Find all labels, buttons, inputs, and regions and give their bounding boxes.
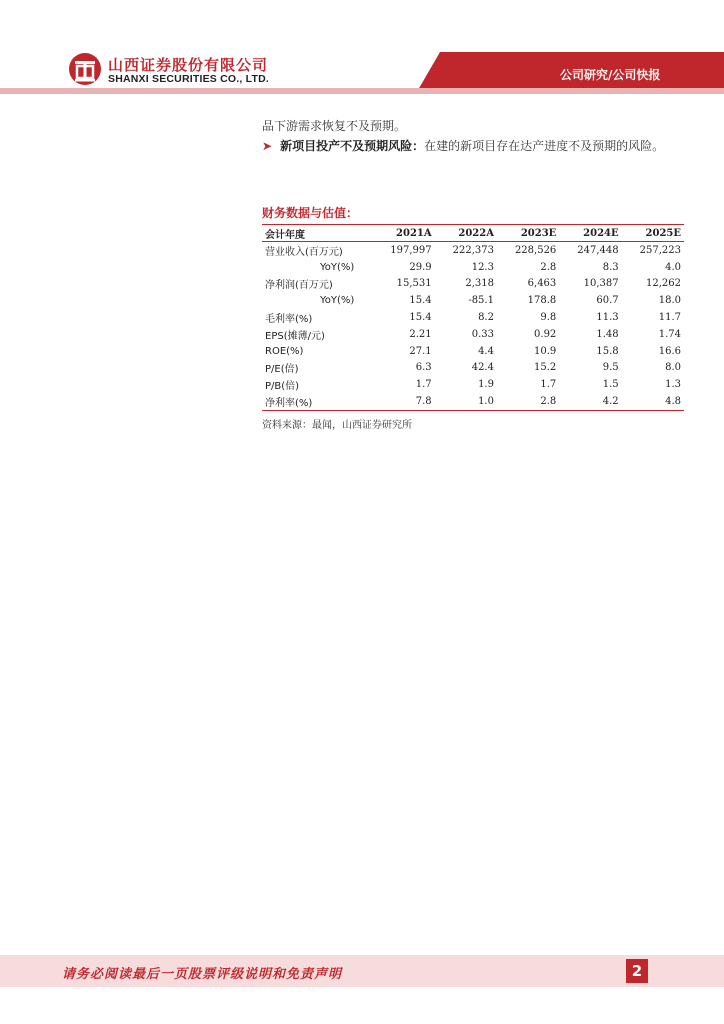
table-row bbox=[262, 393, 684, 410]
table-cell: 15.8 bbox=[596, 345, 619, 357]
table-cell: 197,997 bbox=[390, 244, 432, 256]
bullet-label: 新项目投产不及预期风险： bbox=[280, 139, 425, 153]
row-label: 净利润(百万元) bbox=[265, 280, 333, 292]
table-cell: 178.8 bbox=[527, 295, 557, 307]
row-label: P/E(倍) bbox=[265, 364, 299, 376]
table-cell: 18.0 bbox=[658, 295, 681, 307]
row-label: 毛利率(%) bbox=[265, 314, 313, 326]
table-cell: 0.33 bbox=[471, 328, 494, 340]
table-cell: 1.0 bbox=[435, 393, 497, 410]
table-cell: 257,223 bbox=[639, 244, 681, 256]
table-body bbox=[262, 242, 684, 411]
table-row bbox=[262, 326, 684, 343]
table-header-cell: 2023E bbox=[497, 225, 559, 242]
brand-name-cn: 山西证券股份有限公司 bbox=[108, 56, 269, 74]
table-cell: 1.48 bbox=[596, 328, 619, 340]
table-cell: 12.3 bbox=[471, 261, 494, 273]
table-cell: 9.5 bbox=[602, 362, 619, 374]
table-header-cell: 会计年度 bbox=[262, 225, 372, 242]
page-number: 2 bbox=[626, 959, 648, 983]
table-cell: 42.4 bbox=[471, 362, 494, 374]
table-cell: 1.3 bbox=[665, 379, 681, 391]
table-row bbox=[262, 360, 684, 377]
table-header-cell: 2025E bbox=[622, 225, 684, 242]
row-label: 营业收入(百万元) bbox=[265, 246, 343, 258]
table-cell: 60.7 bbox=[596, 295, 619, 307]
page-header bbox=[0, 0, 724, 100]
paragraph-risk-1 bbox=[262, 115, 684, 137]
table-cell: 4.4 bbox=[478, 345, 494, 357]
table-cell: 2.8 bbox=[497, 393, 559, 410]
table-cell: 4.2 bbox=[559, 393, 621, 410]
table-row bbox=[262, 276, 684, 293]
table-header-row bbox=[262, 225, 684, 242]
brand-name-en: SHANXI SECURITIES CO., LTD. bbox=[108, 73, 269, 85]
row-label: ROE(%) bbox=[265, 345, 304, 357]
table-cell: 7.8 bbox=[372, 393, 434, 410]
table-cell: 1.74 bbox=[658, 328, 681, 340]
table-cell: -85.1 bbox=[468, 295, 494, 307]
table-row bbox=[262, 376, 684, 393]
table-row bbox=[262, 242, 684, 259]
table-cell: 2.8 bbox=[540, 261, 557, 273]
table-cell: 247,448 bbox=[577, 244, 619, 256]
table-header-cell: 2021A bbox=[372, 225, 434, 242]
table-cell: 12,262 bbox=[646, 278, 681, 290]
table-header-cell: 2024E bbox=[559, 225, 621, 242]
header-band bbox=[0, 88, 724, 94]
table-cell: 10,387 bbox=[583, 278, 619, 290]
table-cell: 15.4 bbox=[409, 295, 432, 307]
table-cell: 4.8 bbox=[622, 393, 684, 410]
section-label: 公司研究/公司快报 bbox=[560, 68, 661, 82]
table-cell: 15.4 bbox=[409, 312, 432, 324]
table-cell: 1.5 bbox=[602, 379, 619, 391]
table-cell: 1.9 bbox=[478, 379, 494, 391]
bullet-text: 在建的新项目存在达产进度不及预期的风险。 bbox=[424, 139, 665, 153]
table-cell: 27.1 bbox=[409, 345, 432, 357]
table-cell: 2.21 bbox=[409, 328, 432, 340]
row-label: 净利率(%) bbox=[262, 393, 372, 410]
table-cell: 4.0 bbox=[665, 261, 681, 273]
table-row bbox=[262, 292, 684, 309]
row-label: P/B(倍) bbox=[265, 381, 300, 393]
row-label: YoY(%) bbox=[320, 295, 355, 307]
bullet-arrow-icon: ➤ bbox=[262, 139, 273, 153]
table-cell: 0.92 bbox=[534, 328, 557, 340]
table-row bbox=[262, 343, 684, 360]
table-header-cell: 2022A bbox=[435, 225, 497, 242]
table-cell: 11.3 bbox=[596, 312, 619, 324]
row-label: YoY(%) bbox=[320, 261, 355, 273]
paragraph-text: 品下游需求恢复不及预期。 bbox=[262, 119, 407, 133]
table-cell: 1.7 bbox=[540, 379, 557, 391]
table-cell: 228,526 bbox=[514, 244, 557, 256]
bullet-risk-2 bbox=[262, 135, 684, 157]
table-cell: 8.3 bbox=[602, 261, 619, 273]
company-logo-icon bbox=[68, 52, 102, 86]
table-row bbox=[262, 259, 684, 276]
table-cell: 16.6 bbox=[658, 345, 681, 357]
table-cell: 10.9 bbox=[534, 345, 557, 357]
financial-table bbox=[262, 224, 684, 411]
section-title: 财务数据与估值： bbox=[262, 206, 359, 220]
source-note: 资料来源：最闻，山西证券研究所 bbox=[262, 420, 412, 431]
row-label: EPS(摊薄/元) bbox=[265, 330, 325, 342]
table-cell: 222,373 bbox=[452, 244, 494, 256]
table-row bbox=[262, 309, 684, 326]
table-cell: 8.0 bbox=[665, 362, 681, 374]
table-cell: 15.2 bbox=[534, 362, 557, 374]
footer-disclaimer: 请务必阅读最后一页股票评级说明和免责声明 bbox=[62, 967, 343, 982]
table-cell: 8.2 bbox=[478, 312, 494, 324]
table-cell: 15,531 bbox=[396, 278, 432, 290]
table-cell: 2,318 bbox=[465, 278, 494, 290]
table-cell: 1.7 bbox=[415, 379, 432, 391]
table-cell: 11.7 bbox=[658, 312, 681, 324]
table-cell: 29.9 bbox=[409, 261, 432, 273]
table-cell: 6.3 bbox=[415, 362, 432, 374]
table-cell: 9.8 bbox=[540, 312, 557, 324]
table-cell: 6,463 bbox=[527, 278, 557, 290]
